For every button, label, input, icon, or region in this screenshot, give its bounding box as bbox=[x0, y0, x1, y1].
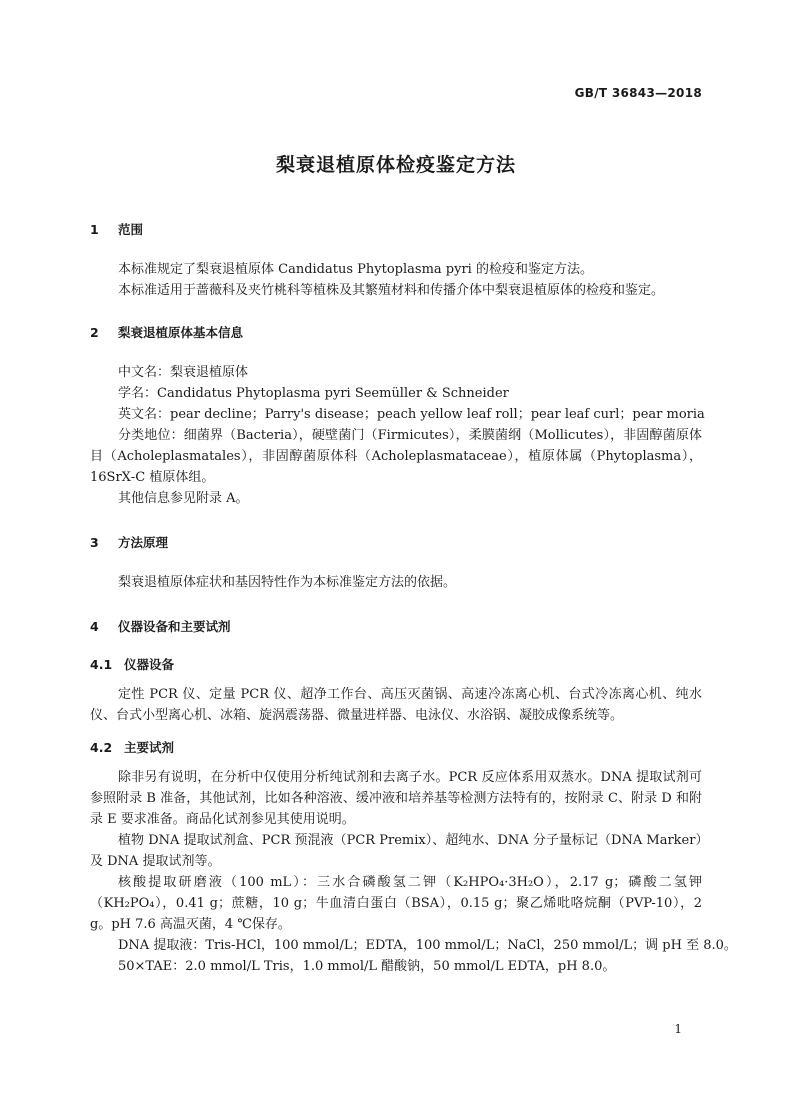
section-4-heading bbox=[90, 617, 231, 635]
page-number: 1 bbox=[674, 1022, 682, 1036]
section-1-heading bbox=[90, 220, 143, 238]
section-4-2-heading bbox=[90, 738, 174, 756]
section-title: 范围 bbox=[118, 222, 144, 237]
paragraph: 定性 PCR 仪、定量 PCR 仪、超净工作台、高压灭菌锅、高速冷冻离心机、台式冷冻离心机、纯水仪、台式小型离心机、冰箱、旋涡震荡器、微量进样器、电泳仪、水浴锅、凝胶成像系统等。 bbox=[90, 687, 702, 723]
section-title: 仪器设备和主要试剂 bbox=[118, 619, 231, 634]
paragraph: 植物 DNA 提取试剂盒、PCR 预混液（PCR Premix）、超纯水、DNA 分子量标记（DNA Marker）及 DNA 提取试剂等。 bbox=[90, 833, 702, 869]
section-number: 1 bbox=[90, 222, 99, 237]
paragraph: 核酸提取研磨液（100 mL）：三水合磷酸氢二钾（K₂HPO₄·3H₂O），2.17 g；磷酸二氢钾（KH₂PO₄），0.41 g；蔗糖，10 g；牛血清白蛋白（BSA），0.15 g；聚乙烯吡咯烷酮（PVP-10），2 g。pH 7.6 高温灭菌，4 ℃保存。 bbox=[90, 875, 702, 932]
section-2-heading bbox=[90, 323, 243, 341]
section-3-heading bbox=[90, 533, 168, 551]
paragraph: 其他信息参见附录 A。 bbox=[118, 491, 249, 506]
section-number: 3 bbox=[90, 535, 99, 550]
section-title: 梨衰退植原体基本信息 bbox=[118, 325, 244, 340]
paragraph: 除非另有说明，在分析中仅使用分析纯试剂和去离子水。PCR 反应体系用双蒸水。DNA 提取试剂可参照附录 B 准备，其他试剂，比如各种溶液、缓冲液和培养基等检测方法特有的，按附录 C、附录 D 和附录 E 要求准备。商品化试剂参见其使用说明。 bbox=[90, 770, 702, 827]
paragraph: DNA 提取液：Tris-HCl，100 mmol/L；EDTA，100 mmol/L；NaCl，250 mmol/L；调 pH 至 8.0。 bbox=[118, 938, 737, 953]
paragraph: 本标准规定了梨衰退植原体 Candidatus Phytoplasma pyri 的检疫和鉴定方法。 bbox=[118, 262, 593, 277]
english-name-line: 英文名：pear decline；Parry's disease；peach yellow leaf roll；pear leaf curl；pear moria bbox=[118, 407, 705, 422]
paragraph: 本标准适用于蔷薇科及夹竹桃科等植株及其繁殖材料和传播介体中梨衰退植原体的检疫和鉴定。 bbox=[118, 283, 665, 298]
paragraph: 梨衰退植原体症状和基因特性作为本标准鉴定方法的依据。 bbox=[118, 575, 457, 590]
page-title: 梨衰退植原体检疫鉴定方法 bbox=[275, 154, 516, 176]
section-number: 4.1 bbox=[90, 657, 113, 672]
section-number: 4 bbox=[90, 619, 99, 634]
scientific-name-line: 学名：Candidatus Phytoplasma pyri Seemüller & Schneider bbox=[118, 386, 509, 401]
standard-code: GB/T 36843—2018 bbox=[574, 86, 702, 100]
chinese-name-line: 中文名：梨衰退植原体 bbox=[118, 365, 249, 380]
section-number: 4.2 bbox=[90, 740, 113, 755]
section-number: 2 bbox=[90, 325, 99, 340]
section-title: 方法原理 bbox=[118, 535, 169, 550]
taxonomy-paragraph: 分类地位：细菌界（Bacteria），硬壁菌门（Firmicutes），柔膜菌纲（Mollicutes），非固醇菌原体目（Acholeplasmatales），非固醇菌原体科（Acholeplasmataceae），植原体属（Phytoplasma），16SrⅩ-C 植原体组。 bbox=[90, 428, 702, 485]
section-title: 仪器设备 bbox=[124, 657, 175, 672]
section-title: 主要试剂 bbox=[124, 740, 175, 755]
section-4-1-heading bbox=[90, 655, 174, 673]
paragraph: 50×TAE：2.0 mmol/L Tris，1.0 mmol/L 醋酸钠，50 mmol/L EDTA，pH 8.0。 bbox=[118, 959, 616, 974]
